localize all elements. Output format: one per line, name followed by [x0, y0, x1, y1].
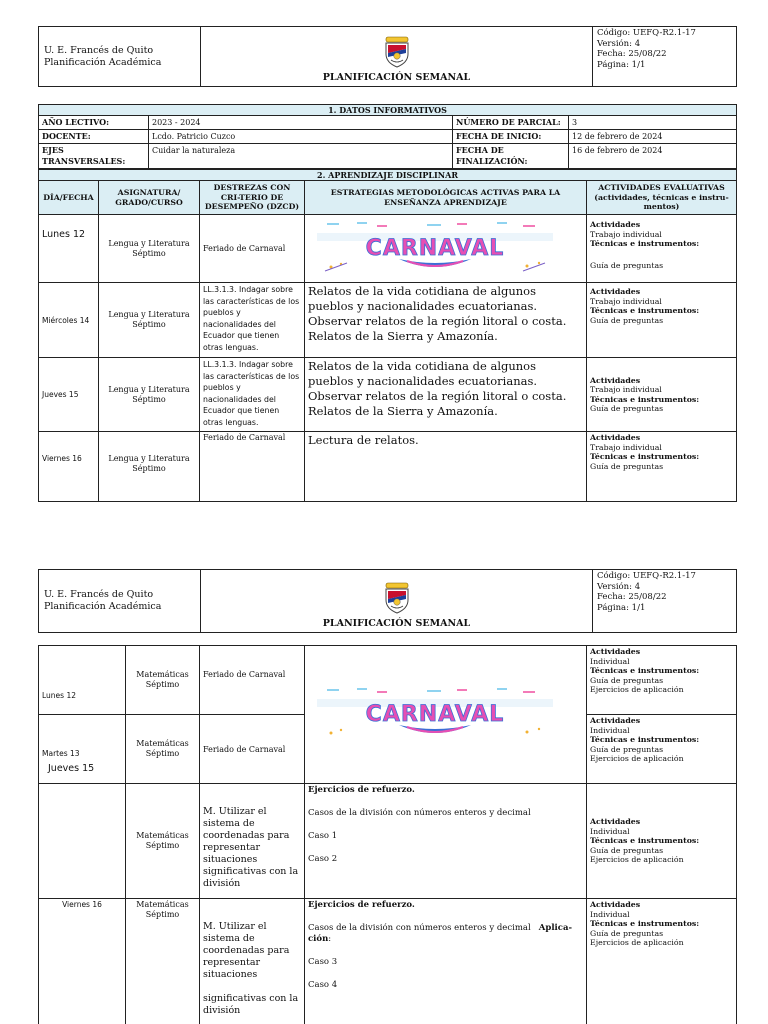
row-day-label: Martes 13 [42, 749, 80, 758]
row-subject: Matemáticas Séptimo [126, 784, 200, 899]
row-day: Viernes 16 [39, 899, 126, 1024]
row-day [39, 784, 126, 899]
row-skill: Feriado de Carnaval [200, 646, 305, 715]
col-header-estrategias: ESTRATEGIAS METODOLÓGICAS ACTIVAS PARA LA ENSEÑANZA APRENDIZAJE [305, 181, 587, 215]
title-cell [201, 570, 593, 633]
label-parcial: NÚMERO DE PARCIAL: [453, 116, 569, 130]
table-row [39, 899, 737, 1024]
eval-activity: Individual [590, 909, 630, 919]
eval-act-label: Actividades [590, 900, 641, 909]
eval-tec-label: Técnicas e instrumentos: [590, 836, 700, 846]
strategy-line: Casos de la división con números enteros y decimal [308, 808, 531, 818]
section-title-datos: 1. DATOS INFORMATIVOS [39, 105, 737, 116]
eval-tec-label: Técnicas e instrumentos: [590, 919, 700, 928]
table-row [39, 432, 737, 502]
row-skill: M. Utilizar el sistema de coordenadas para representar situaciones significativas con la división [200, 784, 305, 899]
eval-instrument: Guía de preguntas [590, 260, 664, 270]
page2-header [38, 569, 737, 633]
title-cell [201, 27, 593, 87]
strategy-case: Caso 1 [308, 831, 338, 841]
row-strategy [305, 784, 587, 899]
doc-page: Página: 1/1 [597, 59, 646, 70]
school-name: U. E. Francés de Quito [44, 589, 154, 600]
doc-version: Versión: 4 [597, 581, 641, 592]
carnaval-banner-image [317, 685, 553, 741]
doc-code: Código: UEFQ-R2.1-17 [597, 571, 696, 581]
eval-activity: Trabajo individual [590, 229, 662, 239]
eval-instrument-2: Ejercicios de aplicación [590, 938, 684, 947]
doc-meta [593, 570, 737, 633]
eval-tec-label: Técnicas e instrumentos: [590, 452, 700, 461]
eval-activity: Trabajo individual [590, 385, 662, 394]
table-row [39, 784, 737, 899]
eval-instrument-2: Ejercicios de aplicación [590, 855, 684, 865]
eval-instrument: Guía de preguntas [590, 461, 664, 471]
eval-instrument: Guía de preguntas [590, 845, 664, 855]
eval-instrument-2: Ejercicios de aplicación [590, 685, 684, 694]
carnaval-banner-cell [305, 215, 587, 283]
eval-tec-label: Técnicas e instrumentos: [590, 394, 700, 404]
eval-tec-label: Técnicas e instrumentos: [590, 666, 700, 675]
row-day: Lunes 12 [39, 646, 126, 715]
school-name: U. E. Francés de Quito [44, 44, 154, 56]
school-crest-icon [382, 36, 412, 68]
school-info [39, 570, 201, 633]
section-title-aprendizaje: 2. APRENDIZAJE DISCIPLINAR [39, 170, 737, 181]
value-fin: 16 de febrero de 2024 [569, 144, 737, 169]
eval-act-label: Actividades [590, 375, 641, 385]
row-skill: LL.3.1.3. Indagar sobre las características de los pueblos y nacionalidades del Ecuador que tienen otras lenguas. [200, 283, 305, 358]
table-row [39, 215, 737, 283]
matematicas-table [38, 645, 737, 1024]
doc-code: Código: UEFQ-R2.1-17 [597, 28, 696, 38]
eval-act-label: Actividades [590, 220, 641, 229]
page-title: PLANIFICACIÓN SEMANAL [322, 618, 471, 629]
row-strategy [305, 899, 587, 1024]
row-eval [587, 432, 737, 502]
eval-tec-label: Técnicas e instrumentos: [590, 239, 700, 248]
value-inicio: 12 de febrero de 2024 [569, 130, 737, 144]
row-day: Miércoles 14 [39, 283, 99, 358]
skill-part-b: significativas con la división [203, 993, 299, 1016]
eval-instrument: Guía de preguntas [590, 928, 664, 938]
row-skill: Feriado de Carnaval [200, 715, 305, 784]
carnaval-banner-image [317, 219, 553, 275]
row-subject: Matemáticas Séptimo [126, 899, 200, 1024]
table-row [39, 283, 737, 358]
row-eval [587, 215, 737, 283]
row-skill: Feriado de Carnaval [200, 215, 305, 283]
row-strategy: Lectura de relatos. [305, 432, 587, 502]
strategy-title: Ejercicios de refuerzo. [308, 900, 415, 910]
eval-act-label: Actividades [590, 716, 641, 725]
carnaval-text: CARNAVAL [365, 236, 505, 261]
row-subject: Matemáticas Séptimo [126, 646, 200, 715]
eval-act-label: Actividades [590, 433, 641, 442]
strategy-line-bold: Aplica-ción [308, 923, 572, 944]
skill-part-a: M. Utilizar el sistema de coordenadas para representar situaciones [203, 921, 290, 980]
school-info [39, 27, 201, 87]
label-docente: DOCENTE: [39, 130, 149, 144]
eval-act-label: Actividades [590, 287, 641, 296]
row-day: Jueves 15 [39, 358, 99, 432]
doc-date: Fecha: 25/08/22 [597, 592, 667, 602]
doc-date: Fecha: 25/08/22 [597, 49, 667, 59]
carnaval-banner-cell [305, 646, 587, 784]
label-ano: AÑO LECTIVO: [39, 116, 149, 130]
eval-activity: Individual [590, 826, 630, 836]
row-skill: LL.3.1.3. Indagar sobre las características de los pueblos y nacionalidades del Ecuador que tienen otras lenguas. [200, 358, 305, 432]
col-header-dia: DÍA/FECHA [39, 181, 99, 215]
value-parcial: 3 [569, 116, 737, 130]
eval-instrument: Guía de preguntas [590, 675, 664, 685]
eval-act-label: Actividades [590, 817, 641, 827]
page-title: PLANIFICACIÓN SEMANAL [322, 72, 471, 83]
value-ano: 2023 - 2024 [149, 116, 453, 130]
row-eval [587, 784, 737, 899]
row-eval [587, 646, 737, 715]
eval-activity: Trabajo individual [590, 442, 662, 452]
row-eval [587, 899, 737, 1024]
table-row [39, 358, 737, 432]
row-day: Lunes 12 [39, 215, 99, 283]
strategy-line-colon: : [328, 934, 332, 944]
carnaval-text: CARNAVAL [365, 702, 505, 727]
row-skill: Feriado de Carnaval [200, 432, 305, 502]
row-subject: Lengua y Literatura Séptimo [99, 432, 200, 502]
label-ejes: EJES TRANSVERSALES: [39, 144, 149, 169]
eval-tec-label: Técnicas e instrumentos: [590, 735, 700, 744]
doc-meta [593, 27, 737, 87]
strategy-line-text: Casos de la división con números enteros y decimal [308, 923, 531, 933]
label-inicio: FECHA DE INICIO: [453, 130, 569, 144]
strategy-case: Caso 4 [308, 980, 338, 990]
row-day: Viernes 16 [39, 432, 99, 502]
doc-version: Versión: 4 [597, 38, 641, 49]
row-day [39, 715, 126, 784]
row-strategy: Relatos de la vida cotidiana de algunos pueblos y nacionalidades ecuatorianas. Observar relatos de la región litoral o costa. Relatos de la Sierra y Amazonía. [305, 358, 587, 432]
table-row [39, 646, 737, 715]
school-crest-icon [382, 582, 412, 614]
col-header-asignatura: ASIGNATURA/ GRADO/CURSO [99, 181, 200, 215]
value-docente: Lcdo. Patricio Cuzco [149, 130, 453, 144]
strategy-case: Caso 3 [308, 957, 338, 967]
strategy-case: Caso 2 [308, 854, 338, 864]
aprendizaje-table [38, 169, 737, 502]
doc-page: Página: 1/1 [597, 602, 646, 613]
row-strategy: Relatos de la vida cotidiana de algunos pueblos y nacionalidades ecuatorianas. Observar relatos de la región litoral o costa. Relatos de la Sierra y Amazonía. [305, 283, 587, 358]
row-subject: Lengua y Literatura Séptimo [99, 358, 200, 432]
school-dept: Planificación Académica [44, 56, 162, 68]
eval-instrument: Guía de preguntas [590, 315, 664, 325]
row-eval [587, 283, 737, 358]
eval-instrument: Guía de preguntas [590, 404, 664, 413]
eval-instrument-2: Ejercicios de aplicación [590, 754, 684, 763]
eval-tec-label: Técnicas e instrumentos: [590, 306, 700, 315]
col-header-destrezas: DESTREZAS CON CRI-TERIO DE DESEMPEÑO (DZCD) [200, 181, 305, 215]
eval-act-label: Actividades [590, 647, 641, 656]
strategy-title: Ejercicios de refuerzo. [308, 785, 415, 795]
row-eval [587, 715, 737, 784]
page1-header [38, 26, 737, 87]
datos-informativos-table [38, 104, 737, 169]
eval-activity: Trabajo individual [590, 296, 662, 306]
eval-activity: Individual [590, 725, 630, 735]
row-eval [587, 358, 737, 432]
eval-activity: Individual [590, 656, 630, 666]
col-header-actividades: ACTIVIDADES EVALUATIVAS (actividades, técnicas e instru-mentos) [587, 181, 737, 215]
value-ejes: Cuidar la naturaleza [149, 144, 453, 169]
label-fin: FECHA DE FINALIZACIÓN: [453, 144, 569, 169]
row-subject: Lengua y Literatura Séptimo [99, 215, 200, 283]
row-skill [200, 899, 305, 1024]
row-subject: Matemáticas Séptimo [126, 715, 200, 784]
strategy-line [308, 923, 583, 945]
row-day-extra: Jueves 15 [48, 763, 95, 774]
school-dept: Planificación Académica [44, 601, 162, 612]
eval-instrument: Guía de preguntas [590, 744, 664, 754]
row-subject: Lengua y Literatura Séptimo [99, 283, 200, 358]
